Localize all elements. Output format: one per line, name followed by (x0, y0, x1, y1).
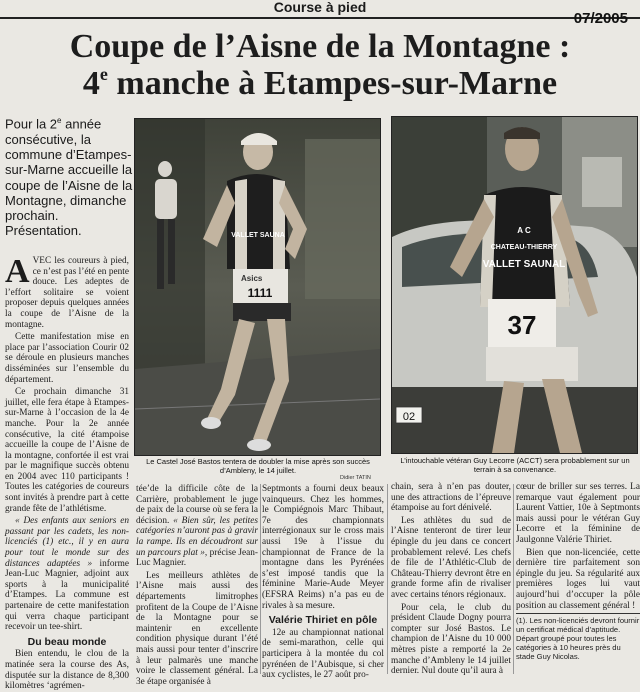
jersey-line-1: A C (517, 226, 531, 235)
car-plate: 02 (402, 411, 416, 423)
column-rule (513, 484, 514, 674)
photo-runner-lecorre-illustration (392, 117, 637, 453)
paragraph-intro (5, 253, 129, 330)
article-column-3 (262, 484, 384, 681)
paragraph: Septmonts a fourni deux beaux vainqueurs. Chez les hommes, le Compiégnois Marc Thibaut, 7e des championnats interrégionaux sur le cross mais aussi 19e à l’issue du championnat de France de la montagne dans les Pyrénées s’est imposé tandis que la féminine Marie-Aude Meyer (EFSRA Reims) n’a pas eu de rivales à sa mesure. (262, 484, 384, 611)
photo-credit: Didier TATIN (340, 475, 371, 481)
clipping-date: 07/2005 (573, 10, 628, 27)
photo-runner-bastos (134, 118, 381, 456)
jersey-text: VALLET SAUNA (231, 232, 285, 239)
headline-number: 4 (82, 65, 100, 102)
drop-cap: A (5, 253, 30, 290)
headline-line-2 (8, 65, 632, 102)
bib-number-right: 37 (507, 310, 537, 340)
paragraph: Les athlètes du sud de l’Aisne tenteront de tirer leur épingle du jeu dans ce concert probablement relevé. Les chefs de file de l’Athlétic-Club de Château-Thierry devront être en grande forme afin de rivaliser avec certains ténors régionaux. (391, 515, 511, 600)
paragraph: Bien entendu, le clou de la matinée sera la course des As, disputée sur la distance de 8,300 kilomètres ‘agrémen- (5, 649, 129, 692)
intro-text: VEC les coureurs à pied, ce n’est pas l’été en pente douce. Les adeptes de l’effort solitaire se voient proposer depuis quelques années la coupe de l’Aisne de la montagne. (5, 256, 129, 330)
headline-rest: manche à Etampes-sur-Marne (107, 65, 558, 102)
paragraph: Cette manifestation mise en place par l’association Courir 02 se déroule en plusieurs manches disséminées sur l’ensemble du département. (5, 332, 129, 385)
paragraph: Ce prochain dimanche 31 juillet, elle fera étape à Etampes-sur-Marne à l’occasion de la 4e manche. Pour la 2e année consécutive, la cité étampoise accueille la coupe de l’Aisne de la montagne, confortée il est vrai par le magnifique succès obtenu en 2004 avec 110 participants ! Toutes les catégories de coureurs sont invités à prendre part à cette grande fête de l’athlétisme. (5, 387, 129, 514)
headline (8, 28, 632, 102)
article-column-1 (5, 253, 129, 692)
paragraph (5, 516, 129, 633)
photo-runner-bastos-illustration (135, 119, 380, 455)
footnote: (1). Les non-licenciés devront fournir un certificat médical d’aptitude. Départ groupé pour toutes les catégories à 10 heures près du stade Guy Nicolas. (516, 613, 640, 661)
bib-number-left: 1111 (247, 286, 273, 300)
caption-left-photo: Le Castel José Bastos tentera de doubler la mise après son succès d’Ambleny, le 14 juillet. (146, 457, 370, 475)
quote: « Des enfants aux seniors en passant par les cadets, les non-licenciés (1) etc., il y en aura pour tout le monde sur des distances adaptées » (5, 516, 129, 569)
paragraph: 12e au championnat national de semi-marathon, celle qui participera à la montée du col pyrénéen de l’Aubisque, si cher aux cyclistes, le 27 août pro- (262, 627, 384, 681)
section-rubric: Course à pied (273, 0, 367, 15)
quote: « Bien sûr, les petites catégories n’auront pas à gravir la rampe. Ils en découdront sur un parcours plat » (136, 515, 258, 558)
paragraph: chain, sera à n’en pas douter, une des attractions de l’épreuve étampoise au fort dénivelé. (391, 482, 511, 514)
subheading-valerie-thiriet: Valérie Thiriet en pôle (268, 614, 378, 627)
headline-line-1: Coupe de l’Aisne de la Montagne : (69, 28, 571, 65)
column-rule (387, 484, 388, 674)
bib-brand: Asics (241, 274, 263, 283)
article-column-4 (391, 482, 511, 676)
article-column-5 (516, 482, 640, 676)
paragraph: Les meilleurs athlètes de l’Aisne mais aussi des départements limitrophes profitent de la Coupe de l’Aisne de la Montagne pour se maintenir en excellente condition physique durant l’été mais aussi pour tenter d’inscrire à leur palmarès une manche voire le classement général. La 3e étape organisée à (136, 570, 258, 687)
paragraph: Pour cela, le club du président Claude Dogny pourra compter sur José Bastos. Le champion de l’Aisne du 10 000 mètres piste a remporté la 2e manche d’Ambleny le 14 juillet dernier. Nul doute qu’il aura à (391, 602, 511, 677)
rubric-rule (0, 17, 640, 19)
jersey-line-2: CHATEAU-THIERRY (490, 244, 558, 251)
column-rule (260, 484, 261, 674)
caption-right-photo: L’intouchable vétéran Guy Lecorre (ACCT) sera probablement sur un terrain à sa convenance. (400, 456, 630, 474)
paragraph: Bien que non-licenciée, cette dernière tire parfaitement son épingle du jeu. Sa régularité aux premières loges lui vaut aujourd’hui d’occuper la pôle position au classement général ! (516, 547, 640, 611)
text-run: tée’de la difficile côte de la Carrière, probablement le juge de paix de la course où se fera la décision. (136, 484, 258, 526)
photo-runner-lecorre (391, 116, 638, 454)
paragraph: cœur de briller sur ses terres. La remarque vaut également pour Laurent Vattier, 10e à Septmonts mais aussi pour le vétéran Guy Lecorre et la féminine de Jaulgonne Valérie Thiriet. (516, 482, 640, 545)
text-run: , précise Jean-Luc Magnier. (136, 547, 258, 569)
lede-ordinal: e (57, 116, 62, 125)
quote-attribution: informe Jean-Luc Magnier, adjoint aux sports à la municipalité d’Etampes. La commune est partenaire de cette manifestation qui verra chaque participant recevoir un tee-shirt. (5, 558, 129, 633)
lede-part-1: Pour la 2 (5, 116, 58, 132)
article-column-2 (136, 484, 258, 687)
lede (5, 113, 133, 239)
subheading-du-beau-monde: Du beau monde (27, 635, 107, 648)
paragraph (136, 484, 258, 569)
headline-ordinal: e (99, 64, 108, 84)
lede-part-2: année consécutive, la commune d’Etampes-sur-Marne accueille la coupe de l’Aisne de la Montagne, dimanche prochain. Présentation. (5, 116, 133, 239)
jersey-line-3: VALLET SAUNAL (482, 259, 566, 270)
